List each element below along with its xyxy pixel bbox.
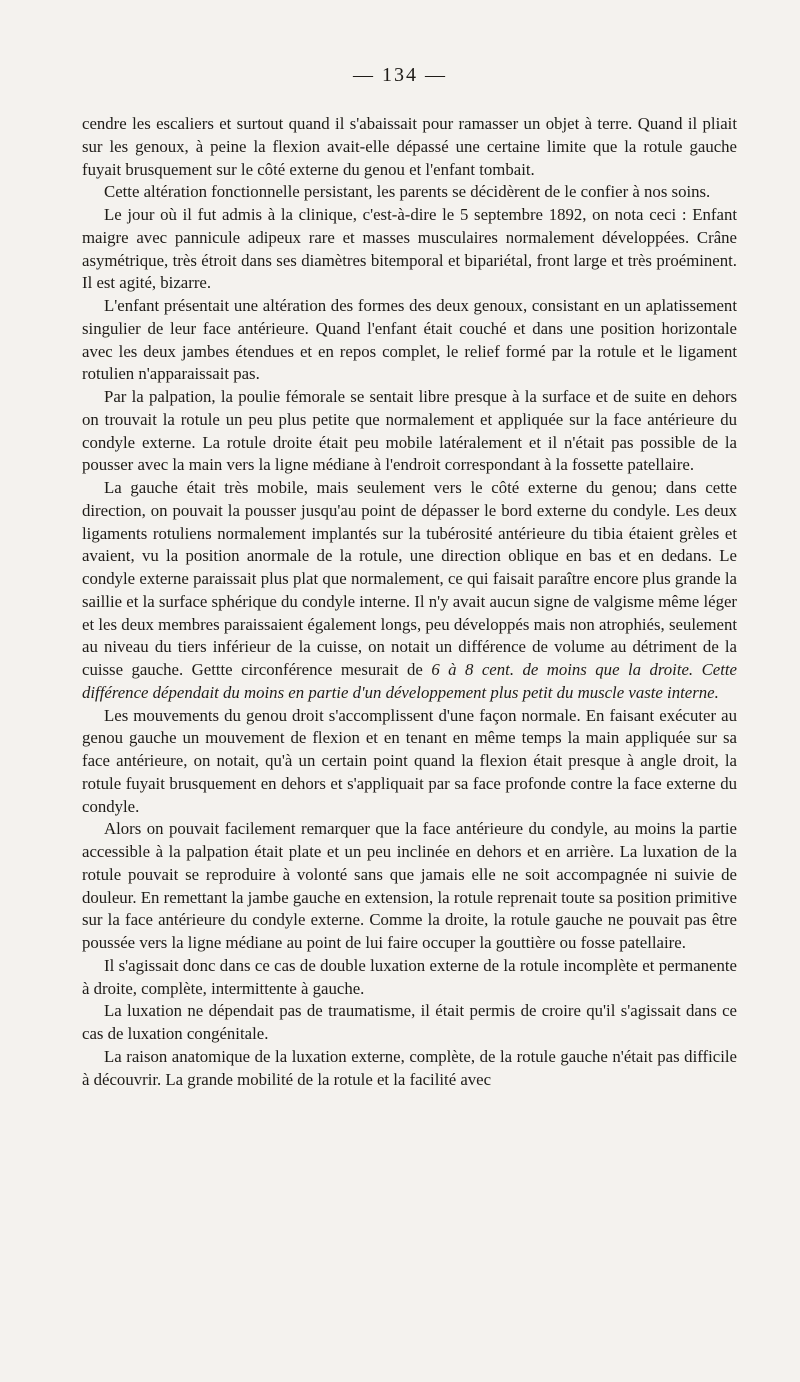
paragraph: La luxation ne dépendait pas de traumatisme, il était permis de croire qu'il s'agissait dans ce cas de luxation congénitale.	[82, 1001, 737, 1043]
page-number: — 134 —	[353, 64, 447, 86]
paragraph: Par la palpation, la poulie fémorale se sentait libre presque à la surface et de suite en dehors on trouvait la rotule un peu plus petite que normalement et appliquée sur la face antérieure du condyle externe. La rotule droite était peu mobile latéralement et il n'était pas possible de la pousser avec la main vers la ligne médiane à l'endroit correspondant à la fossette patellaire.	[82, 387, 737, 475]
paragraph: La raison anatomique de la luxation externe, complète, de la rotule gauche n'était pas difficile à découvrir. La grande mobilité de la rotule et la facilité avec	[82, 1046, 737, 1089]
paragraph	[82, 477, 737, 705]
paragraph: Cette altération fonctionnelle persistant, les parents se décidèrent de le confier à nos soins.	[104, 182, 711, 202]
paragraph: Il s'agissait donc dans ce cas de double luxation externe de la rotule incomplète et permanente à droite, complète, intermittente à gauche.	[82, 955, 737, 998]
paragraph: Le jour où il fut admis à la clinique, c'est-à-dire le 5 septembre 1892, on nota ceci : Enfant maigre avec pannicule adipeux rare et masses musculaires normalement développées. Crâne asymétrique, très étroit dans ses diamètres bitemporal et bipariétal, front large et très proéminent. Il est agité, bizarre.	[82, 205, 737, 293]
paragraph-italic-text: 6 à 8 cent. de moins que la droite. Cette différence dépendait du moins en partie d'un développement plus petit du muscle vaste interne.	[82, 660, 737, 702]
paragraph: Les mouvements du genou droit s'accomplissent d'une façon normale. En faisant exécuter au genou gauche un mouvement de flexion et en tenant en même temps la main appliquée sur sa face antérieure, on notait, qu'à un certain point quand la flexion était presque à angle droit, la rotule fuyait brusquement en dehors et s'appliquait par sa face profonde contre la face externe du condyle.	[82, 705, 737, 816]
paragraph: cendre les escaliers et surtout quand il s'abaissait pour ramasser un objet à terre. Quand il pliait sur les genoux, à peine la flexion avait-elle dépassé une certaine limite que la rotule gauche fuyait brusquement sur le côté externe du genou et l'enfant tombait.	[82, 114, 737, 179]
paragraph: Alors on pouvait facilement remarquer que la face antérieure du condyle, au moins la partie accessible à la palpation était plate et un peu inclinée en dehors et en arrière. La luxation de la rotule pouvait se reproduire à volonté sans que jamais elle ne soit accompagnée ni suivie de douleur. En remettant la jambe gauche en extension, la rotule reprenait toute sa position primitive sur la face antérieure du condyle externe. Comme la droite, la rotule gauche ne pouvait pas être poussée vers la ligne médiane au point de lui faire occuper la gouttière ou fosse patellaire.	[82, 819, 737, 952]
body-text	[82, 113, 737, 1091]
paragraph: L'enfant présentait une altération des formes des deux genoux, consistant en un aplatissement singulier de leur face antérieure. Quand l'enfant était couché et dans une position horizontale avec les deux jambes étendues et en repos complet, le relief formé par la rotule et le ligament rotulien n'apparaissait pas.	[82, 296, 737, 384]
paragraph-text: La gauche était très mobile, mais seulement vers le côté externe du genou; dans cette direction, on pouvait la pousser jusqu'au point de dépasser le bord externe du condyle. Les deux ligaments rotuliens normalement implantés sur la tubérosité antérieure du tibia étaient grèles et avaient, vu la position anormale de la rotule, une direction oblique en bas et en dedans. Le condyle externe paraissait plus plat que normalement, ce qui faisait paraître encore plus grande la saillie et la surface sphérique du condyle interne. Il n'y avait aucun signe de valgisme même léger et les deux membres paraissaient également longs, peu développés mais non atrophiés, seulement au niveau du tiers inférieur de la cuisse, on notait un différence de volume au détriment de la cuisse gauche. Gettte circonférence mesurait de	[82, 478, 737, 679]
